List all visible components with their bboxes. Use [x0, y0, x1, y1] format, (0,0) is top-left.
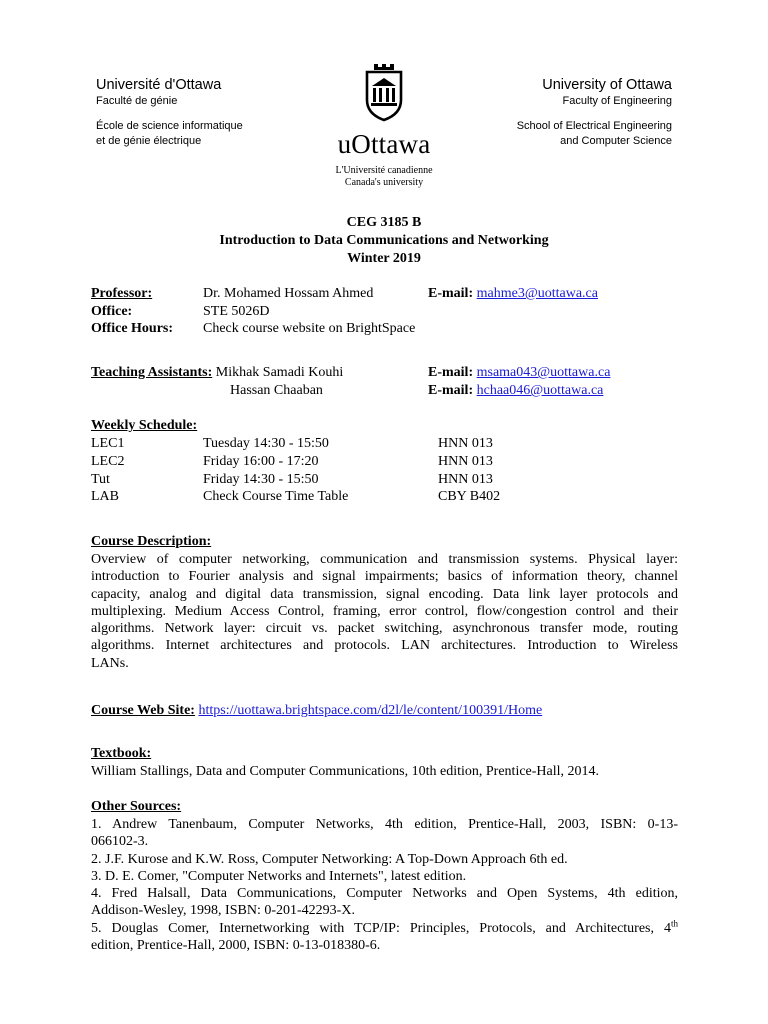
textbook-value: William Stallings, Data and Computer Communications, 10th edition, Prentice-Hall, 2014.	[91, 764, 600, 779]
schedule-type-2: LEC2	[91, 454, 125, 469]
sources-label: Other Sources:	[91, 799, 182, 814]
textbook-label: Textbook:	[91, 746, 152, 761]
source-line: 066102-3.	[91, 834, 149, 850]
schedule-type-4: LAB	[91, 489, 119, 504]
source-line	[91, 920, 678, 937]
ta-email-label-2: E-mail:	[428, 383, 474, 398]
school-name-en-2: and Computer Science	[560, 135, 672, 147]
source-line: 2. J.F. Kurose and K.W. Ross, Computer Networking: A Top-Down Approach 6th ed.	[91, 851, 568, 867]
description-line: LANs.	[91, 655, 129, 671]
course-code: CEG 3185 B	[346, 215, 422, 230]
ta-label: Teaching Assistants:	[91, 365, 213, 380]
school-name-fr-2: et de génie électrique	[96, 135, 202, 147]
ta-email-label-1: E-mail:	[428, 365, 474, 380]
source-line: 4. Fred Halsall, Data Communications, Computer Networks and Open Systems, 4th edition,	[91, 886, 678, 902]
professor-email-label: E-mail:	[428, 286, 474, 301]
university-building-icon	[361, 60, 407, 122]
schedule-room-1: HNN 013	[438, 436, 493, 451]
description-label: Course Description:	[91, 534, 212, 549]
source-item5-text: 5. Douglas Comer, Internetworking with TCP/IP: Principles, Protocols, and Architectures, 4	[91, 920, 671, 936]
description-line: introduction to Fourier analysis and signal impairments; basics of information theory, channel	[91, 569, 678, 585]
school-name-en-1: School of Electrical Engineering	[516, 120, 672, 132]
source-line: Addison-Wesley, 1998, ISBN: 0-201-42293-X.	[91, 903, 355, 919]
schedule-time-4: Check Course Time Table	[203, 489, 349, 504]
professor-name: Dr. Mohamed Hossam Ahmed	[203, 286, 374, 301]
faculty-name-en: Faculty of Engineering	[562, 95, 672, 107]
ta-email-row-2	[428, 382, 603, 400]
university-name-en: University of Ottawa	[542, 77, 672, 93]
professor-email-link[interactable]: mahme3@uottawa.ca	[476, 286, 598, 301]
website-row	[91, 702, 542, 720]
sources-list	[91, 816, 678, 954]
school-name-fr-1: École de science informatique	[96, 120, 243, 132]
ta-name-1: Mikhak Samadi Kouhi	[215, 365, 344, 380]
schedule-time-3: Friday 14:30 - 15:50	[203, 472, 319, 487]
logo-tagline-fr: L'Université canadienne	[335, 165, 433, 176]
office-label: Office:	[91, 304, 133, 319]
professor-label: Professor:	[91, 286, 153, 301]
source-line: edition, Prentice-Hall, 2000, ISBN: 0-13-018380-6.	[91, 938, 381, 954]
logo-tagline-en: Canada's university	[344, 177, 424, 188]
website-label: Course Web Site:	[91, 703, 195, 718]
office-value: STE 5026D	[203, 304, 270, 319]
ta-email-row-1	[428, 364, 610, 382]
schedule-time-1: Tuesday 14:30 - 15:50	[203, 436, 329, 451]
description-paragraph	[91, 551, 678, 672]
course-name: Introduction to Data Communications and Networking	[219, 233, 549, 248]
uottawa-logo	[322, 60, 446, 189]
description-line: capacity, analog and digital data transmission, signal encoding. Data link layer protocols and	[91, 586, 678, 602]
schedule-type-1: LEC1	[91, 436, 125, 451]
website-link[interactable]: https://uottawa.brightspace.com/d2l/le/content/100391/Home	[198, 703, 543, 718]
ta-email-link-2[interactable]: hchaa046@uottawa.ca	[476, 383, 604, 398]
description-line: algorithms. Internet architectures and protocols. LAN architectures. Introduction to Wireless	[91, 638, 678, 654]
schedule-time-2: Friday 16:00 - 17:20	[203, 454, 319, 469]
schedule-room-4: CBY B402	[438, 489, 501, 504]
description-line: Overview of computer networking, communication and transmission systems. Physical layer:	[91, 552, 678, 567]
professor-email-row	[428, 285, 598, 303]
logo-wordmark: uOttawa	[337, 129, 431, 159]
source-line: 1. Andrew Tanenbaum, Computer Networks, 4th edition, Prentice-Hall, 2003, ISBN: 0-13-	[91, 817, 678, 832]
ta-email-link-1[interactable]: msama043@uottawa.ca	[476, 365, 611, 380]
schedule-room-2: HNN 013	[438, 454, 493, 469]
course-term: Winter 2019	[347, 251, 421, 266]
office-hours-label: Office Hours:	[91, 321, 174, 336]
office-hours-value: Check course website on BrightSpace	[203, 321, 416, 336]
schedule-label: Weekly Schedule:	[91, 418, 198, 433]
header-english	[517, 76, 672, 149]
faculty-name-fr: Faculté de génie	[96, 95, 178, 107]
source-item5-superscript: th	[670, 918, 678, 929]
course-title-block	[0, 214, 768, 268]
schedule-type-3: Tut	[91, 472, 110, 487]
ta-row-1	[91, 364, 343, 382]
source-line: 3. D. E. Comer, "Computer Networks and Internets", latest edition.	[91, 868, 467, 884]
header-french	[96, 76, 243, 149]
schedule-room-3: HNN 013	[438, 472, 493, 487]
university-name-fr: Université d'Ottawa	[96, 77, 222, 93]
description-line: multiplexing. Medium Access Control, framing, error control, flow/congestion control and their	[91, 603, 678, 619]
ta-name-2: Hassan Chaaban	[230, 383, 323, 398]
description-line: algorithms. Network layer: circuit vs. packet switching, asynchronous transfer mode, routing	[91, 621, 678, 637]
